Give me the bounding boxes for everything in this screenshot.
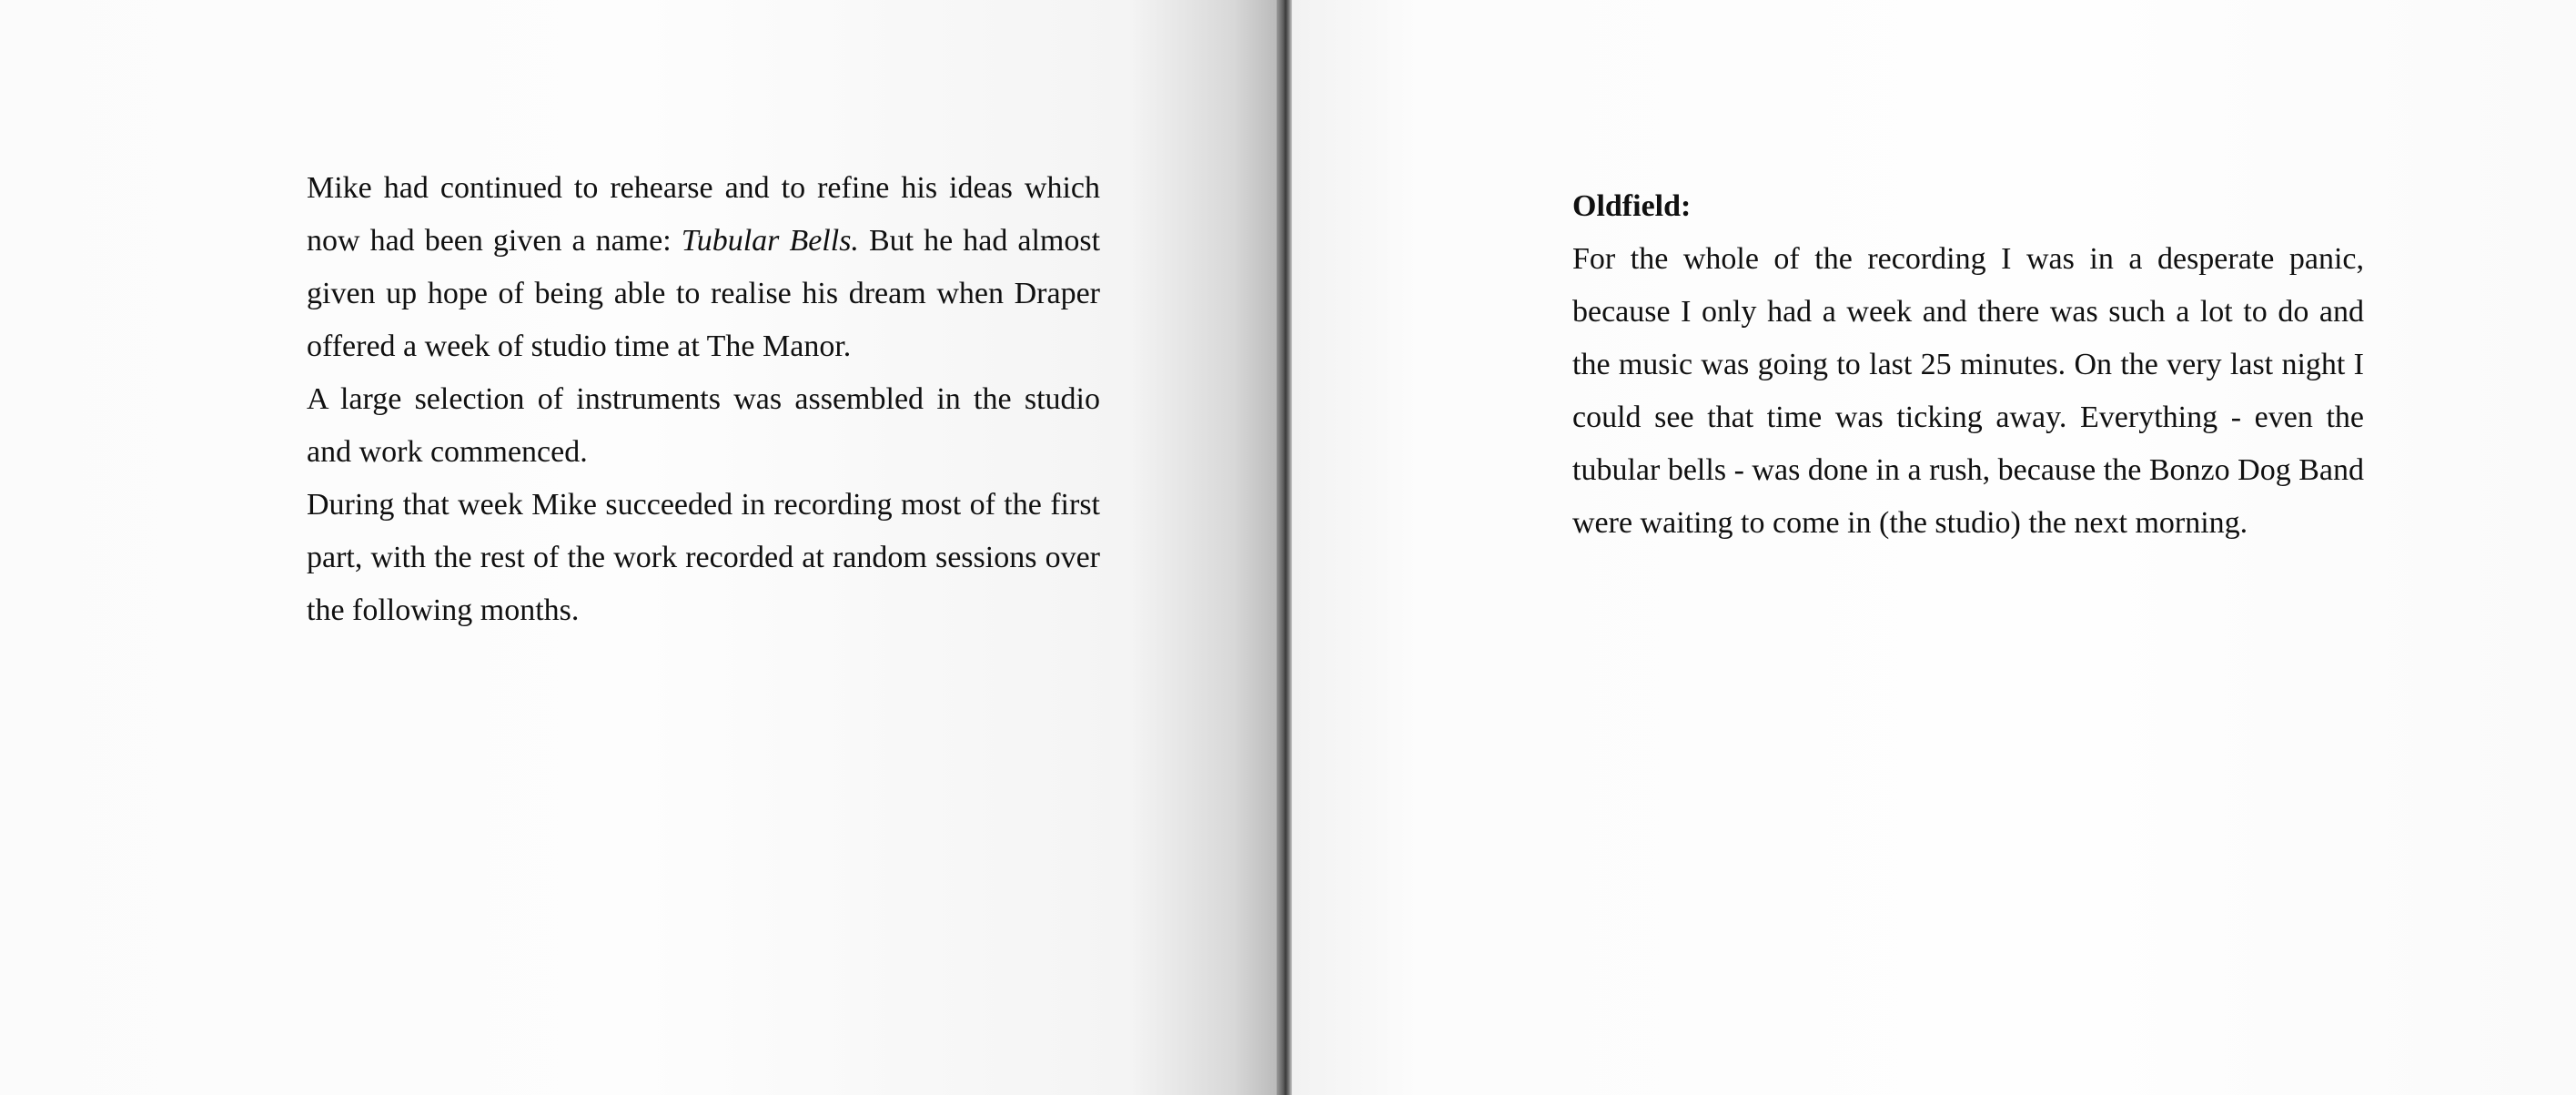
right-page <box>1292 0 2576 1095</box>
paragraph-1-text-after-title: But he had almost given up hope of being able to realise his dream when Draper offered a week of studio time at The Manor. <box>307 224 1101 363</box>
left-paragraph-2: A large selection of instruments was assembled in the studio and work commenced. <box>307 382 1100 469</box>
book-gutter <box>1277 0 1293 1095</box>
paragraph-1-text-before-title: Mike had continued to rehearse and to refine his ideas which now had been given a name: <box>307 171 1100 258</box>
left-paragraph-1 <box>307 162 1100 373</box>
right-page-text <box>1572 180 2364 550</box>
left-page-text <box>307 162 1100 637</box>
left-paragraph-3: During that week Mike succeeded in recording most of the first part, with the rest of the work recorded at random sessions over the following months. <box>307 488 1100 627</box>
speaker-name: Oldfield: <box>1572 189 1692 223</box>
album-title: Tubular Bells. <box>681 224 859 258</box>
quote-paragraph: For the whole of the recording I was in a desperate panic, because I only had a week and there was such a lot to do and the music was going to last 25 minutes. On the very last night I could see that time was ticking away. Everything - even the tubular bells - was done in a rush, because the Bonzo Dog Band were waiting to come in (the studio) the next morning. <box>1572 242 2364 540</box>
left-page <box>0 0 1285 1095</box>
